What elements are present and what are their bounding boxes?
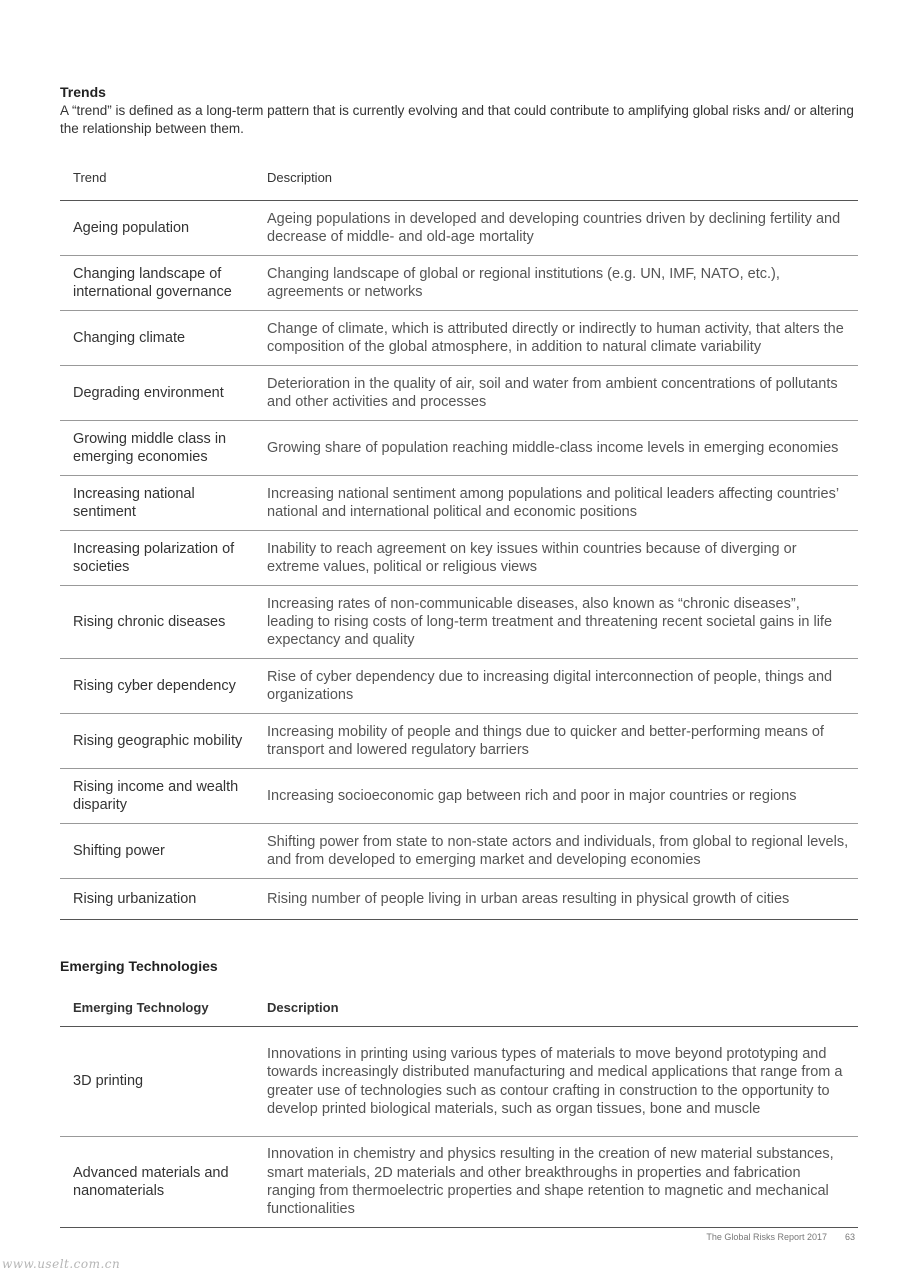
table-row — [60, 1027, 858, 1137]
trend-name: Rising geographic mobility — [60, 714, 267, 769]
table-row — [60, 531, 858, 586]
trend-description: Ageing populations in developed and developing countries driven by declining fertility and decrease of middle- and old-age mortality — [267, 201, 858, 256]
trends-table — [60, 154, 858, 920]
table-row — [60, 256, 858, 311]
trend-description: Changing landscape of global or regional institutions (e.g. UN, IMF, NATO, etc.), agreements or networks — [267, 256, 858, 311]
table-row — [60, 366, 858, 421]
trend-description: Increasing national sentiment among populations and political leaders affecting countries’ national and international political and economic positions — [267, 476, 858, 531]
trend-description: Rise of cyber dependency due to increasing digital interconnection of people, things and organizations — [267, 659, 858, 714]
trend-description: Rising number of people living in urban areas resulting in physical growth of cities — [267, 879, 858, 920]
table-row — [60, 879, 858, 920]
emerging-technologies-title: Emerging Technologies — [60, 958, 218, 974]
trend-description: Growing share of population reaching middle-class income levels in emerging economies — [267, 421, 858, 476]
column-header-trend: Trend — [60, 154, 267, 201]
table-header-row — [60, 988, 858, 1027]
table-row — [60, 476, 858, 531]
trend-name: Rising chronic diseases — [60, 586, 267, 659]
trend-name: Rising income and wealth disparity — [60, 769, 267, 824]
technology-description: Innovation in chemistry and physics resulting in the creation of new material substances, smart materials, 2D materials and other breakthroughs in properties and fabrication ranging from thermoelectric properties and shape retention to magnetic and mechanical functionalities — [267, 1137, 858, 1228]
page-footer — [706, 1232, 855, 1242]
trends-intro: A “trend” is defined as a long-term pattern that is currently evolving and that could contribute to amplifying global risks and/ or altering the relationship between them. — [60, 103, 854, 136]
page-content — [60, 84, 858, 1228]
table-row — [60, 1137, 858, 1228]
table-row — [60, 659, 858, 714]
trends-title: Trends — [60, 84, 106, 100]
column-header-emerging-technology: Emerging Technology — [60, 988, 267, 1027]
trend-name: Shifting power — [60, 824, 267, 879]
table-row — [60, 311, 858, 366]
report-title: The Global Risks Report 2017 — [706, 1232, 827, 1242]
table-row — [60, 769, 858, 824]
watermark: www.uselt.com.cn — [2, 1257, 121, 1271]
table-row — [60, 714, 858, 769]
trend-name: Degrading environment — [60, 366, 267, 421]
emerging-technologies-table — [60, 988, 858, 1228]
trend-description: Inability to reach agreement on key issues within countries because of diverging or extreme values, political or religious views — [267, 531, 858, 586]
trend-description: Increasing socioeconomic gap between rich and poor in major countries or regions — [267, 769, 858, 824]
column-header-description: Description — [267, 154, 858, 201]
table-header-row — [60, 154, 858, 201]
table-row — [60, 586, 858, 659]
technology-name: 3D printing — [60, 1027, 267, 1137]
trend-name: Growing middle class in emerging economies — [60, 421, 267, 476]
column-header-description: Description — [267, 988, 858, 1027]
trend-name: Rising cyber dependency — [60, 659, 267, 714]
table-row — [60, 824, 858, 879]
page-number: 63 — [844, 1232, 855, 1242]
trend-name: Ageing population — [60, 201, 267, 256]
trend-description: Deterioration in the quality of air, soil and water from ambient concentrations of pollutants and other activities and processes — [267, 366, 858, 421]
trend-name: Changing landscape of international governance — [60, 256, 267, 311]
trend-description: Increasing mobility of people and things due to quicker and better-performing means of transport and lowered regulatory barriers — [267, 714, 858, 769]
technology-description: Innovations in printing using various types of materials to move beyond prototyping and towards increasingly distributed manufacturing and medical applications that range from a greater use of technologies such as contour crafting in construction to the opportunity to develop printed biological materials, such as organ tissues, bone and muscle — [267, 1027, 858, 1137]
trend-name: Changing climate — [60, 311, 267, 366]
trend-name: Increasing national sentiment — [60, 476, 267, 531]
trend-description: Change of climate, which is attributed directly or indirectly to human activity, that alters the composition of the global atmosphere, in addition to natural climate variability — [267, 311, 858, 366]
table-row — [60, 201, 858, 256]
table-row — [60, 421, 858, 476]
technology-name: Advanced materials and nanomaterials — [60, 1137, 267, 1228]
trend-name: Rising urbanization — [60, 879, 267, 920]
trend-description: Shifting power from state to non-state actors and individuals, from global to regional levels, and from developed to emerging market and developing economies — [267, 824, 858, 879]
trend-name: Increasing polarization of societies — [60, 531, 267, 586]
trend-description: Increasing rates of non-communicable diseases, also known as “chronic diseases”, leading to rising costs of long-term treatment and threatening recent societal gains in life expectancy and quality — [267, 586, 858, 659]
